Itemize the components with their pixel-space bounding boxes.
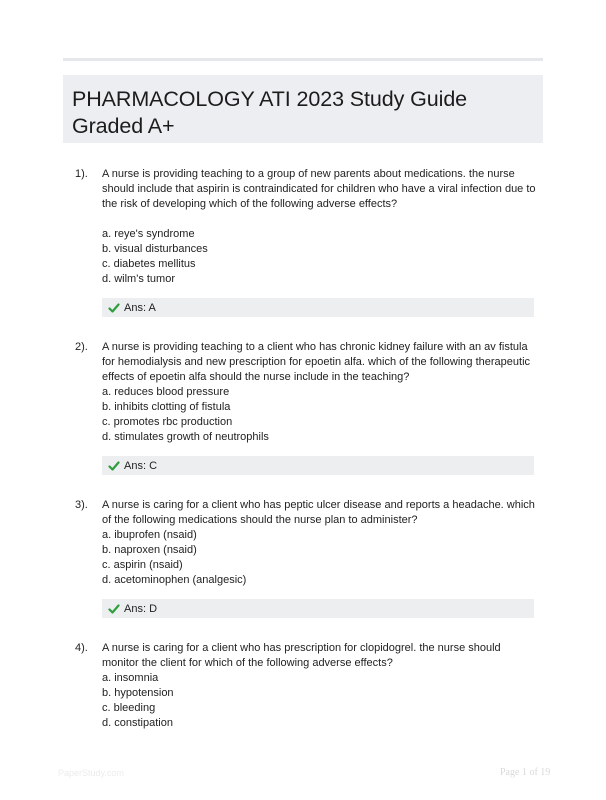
option-c: c. diabetes mellitus [102, 258, 196, 270]
question-text: A nurse is providing teaching to a client who has chronic kidney failure with an av fistula for hemodialysis and new prescription for epoetin alfa. which of the following therapeutic effects of epoetin alfa should the nurse include in the teaching? [102, 341, 531, 383]
question-number: 3). [75, 499, 88, 511]
check-icon [108, 603, 120, 615]
option-b: b. visual disturbances [102, 243, 208, 255]
option-b: b. inhibits clotting of fistula [102, 401, 231, 413]
option-c: c. bleeding [102, 702, 156, 714]
option-d: d. acetominophen (analgesic) [102, 574, 247, 586]
option-a: a. reye's syndrome [102, 228, 195, 240]
question-number: 1). [75, 168, 88, 180]
answer-text: Ans: D [124, 602, 158, 615]
option-b: b. naproxen (nsaid) [102, 544, 197, 556]
watermark: PaperStudy.com [58, 768, 124, 778]
top-divider [63, 58, 543, 61]
option-a: a. reduces blood pressure [102, 386, 230, 398]
option-list [102, 227, 540, 287]
question-text: A nurse is caring for a client who has prescription for clopidogrel. the nurse should monitor the client for which of the following adverse effects? [102, 642, 501, 669]
answer-bar [102, 599, 534, 618]
option-d: d. wilm's tumor [102, 273, 175, 285]
question-number: 4). [75, 642, 88, 654]
title-banner [63, 75, 543, 143]
question-text: A nurse is providing teaching to a group of new parents about medications. the nurse should include that aspirin is contraindicated for children who have a viral infection due to the risk of developing which of the following adverse effects? [102, 168, 536, 210]
answer-text: Ans: C [124, 459, 158, 472]
page-title: PHARMACOLOGY ATI 2023 Study Guide Graded A+ [72, 87, 468, 138]
option-c: c. aspirin (nsaid) [102, 559, 183, 571]
question-number: 2). [75, 341, 88, 353]
option-d: d. constipation [102, 717, 173, 729]
option-c: c. promotes rbc production [102, 416, 233, 428]
option-a: a. ibuprofen (nsaid) [102, 529, 197, 541]
option-b: b. hypotension [102, 687, 174, 699]
answer-bar [102, 456, 534, 475]
question-text: A nurse is caring for a client who has peptic ulcer disease and reports a headache. which of the following medications should the nurse plan to administer? [102, 499, 535, 526]
option-a: a. insomnia [102, 672, 159, 684]
answer-text: Ans: A [124, 301, 156, 314]
option-list [102, 385, 540, 445]
option-list [102, 671, 540, 731]
check-icon [108, 460, 120, 472]
page-number: Page 1 of 19 [500, 767, 551, 778]
option-d: d. stimulates growth of neutrophils [102, 431, 269, 443]
option-list [102, 528, 540, 588]
check-icon [108, 302, 120, 314]
answer-bar [102, 298, 534, 317]
